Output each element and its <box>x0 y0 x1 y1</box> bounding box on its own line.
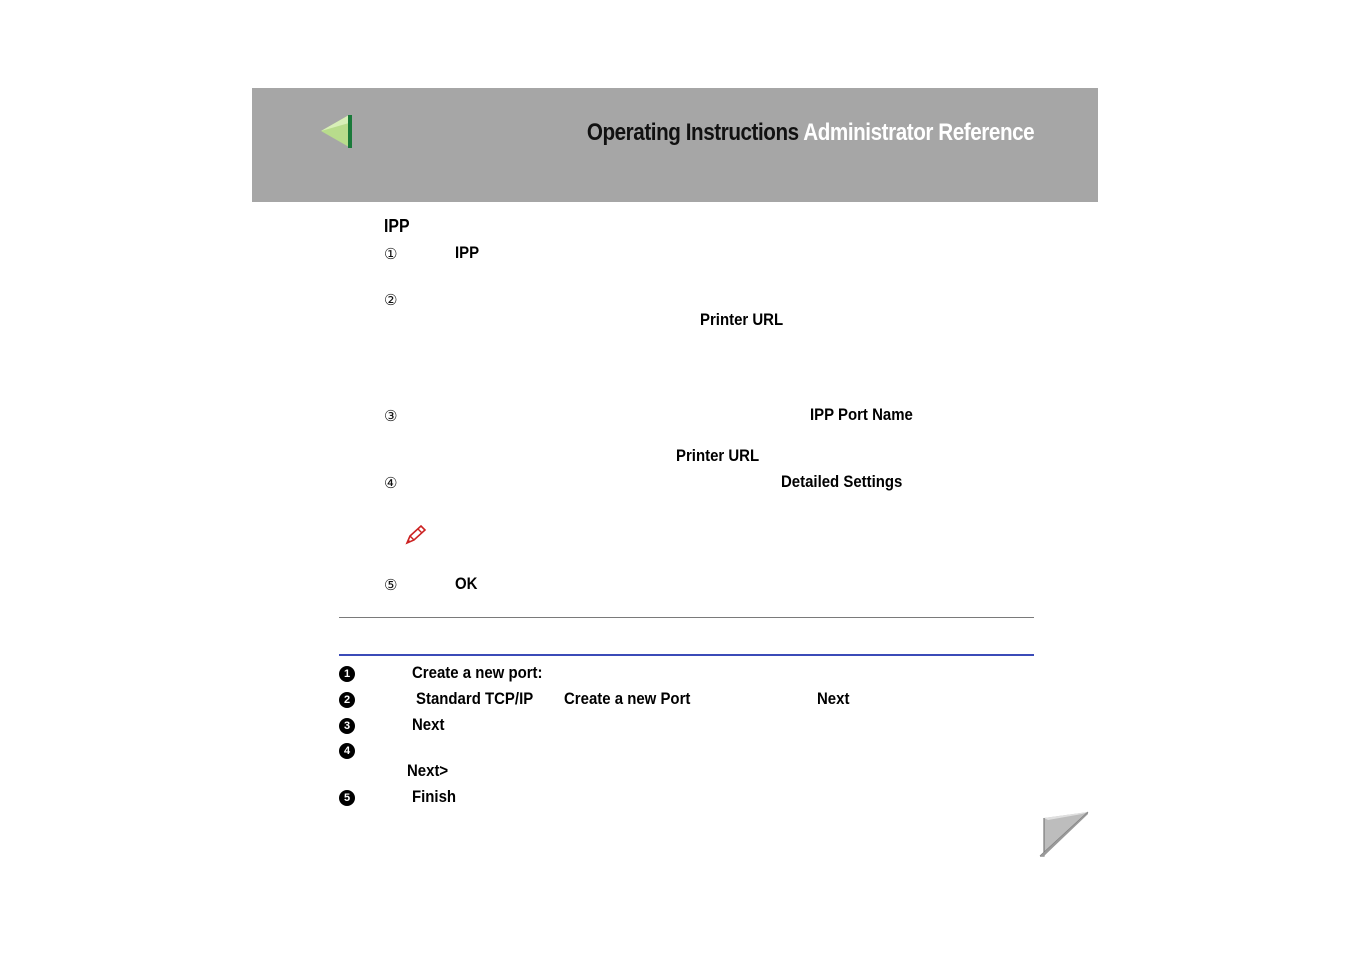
step-keyword: IPP <box>455 243 480 262</box>
step-keyword: OK <box>455 574 478 593</box>
step-keyword: Detailed Settings <box>781 472 903 491</box>
step-marker: ⑤ <box>384 577 398 594</box>
procedure-text: Next> <box>407 761 449 780</box>
step-keyword: Printer URL <box>700 310 784 329</box>
procedure-text: Next <box>412 715 445 734</box>
procedure-text: Create a new Port <box>564 689 691 708</box>
step-marker: ③ <box>384 408 398 425</box>
step-marker: ① <box>384 246 398 263</box>
step-number-bullet: 4 <box>339 743 355 759</box>
back-arrow-icon[interactable] <box>319 114 355 150</box>
step-keyword: Printer URL <box>676 446 760 465</box>
step-number-bullet: 3 <box>339 718 355 734</box>
procedure-text: Finish <box>412 787 457 806</box>
step-number-bullet: 2 <box>339 692 355 708</box>
title-sub: Administrator Reference <box>803 119 1034 146</box>
title-main: Operating Instructions <box>586 119 799 146</box>
divider-rule <box>339 617 1034 618</box>
section-heading: IPP <box>384 216 410 236</box>
document-title <box>587 119 1034 147</box>
step-number-bullet: 5 <box>339 790 355 806</box>
step-marker: ② <box>384 292 398 309</box>
pencil-note-icon <box>405 525 427 545</box>
step-keyword: IPP Port Name <box>810 405 913 424</box>
procedure-text: Standard TCP/IP <box>416 689 534 708</box>
procedure-rule <box>339 654 1034 656</box>
header-banner <box>252 88 1098 202</box>
step-number-bullet: 1 <box>339 666 355 682</box>
page-curl-icon[interactable] <box>1038 810 1090 858</box>
procedure-text: Next <box>817 689 850 708</box>
step-marker: ④ <box>384 475 398 492</box>
procedure-text: Create a new port: <box>412 663 543 682</box>
